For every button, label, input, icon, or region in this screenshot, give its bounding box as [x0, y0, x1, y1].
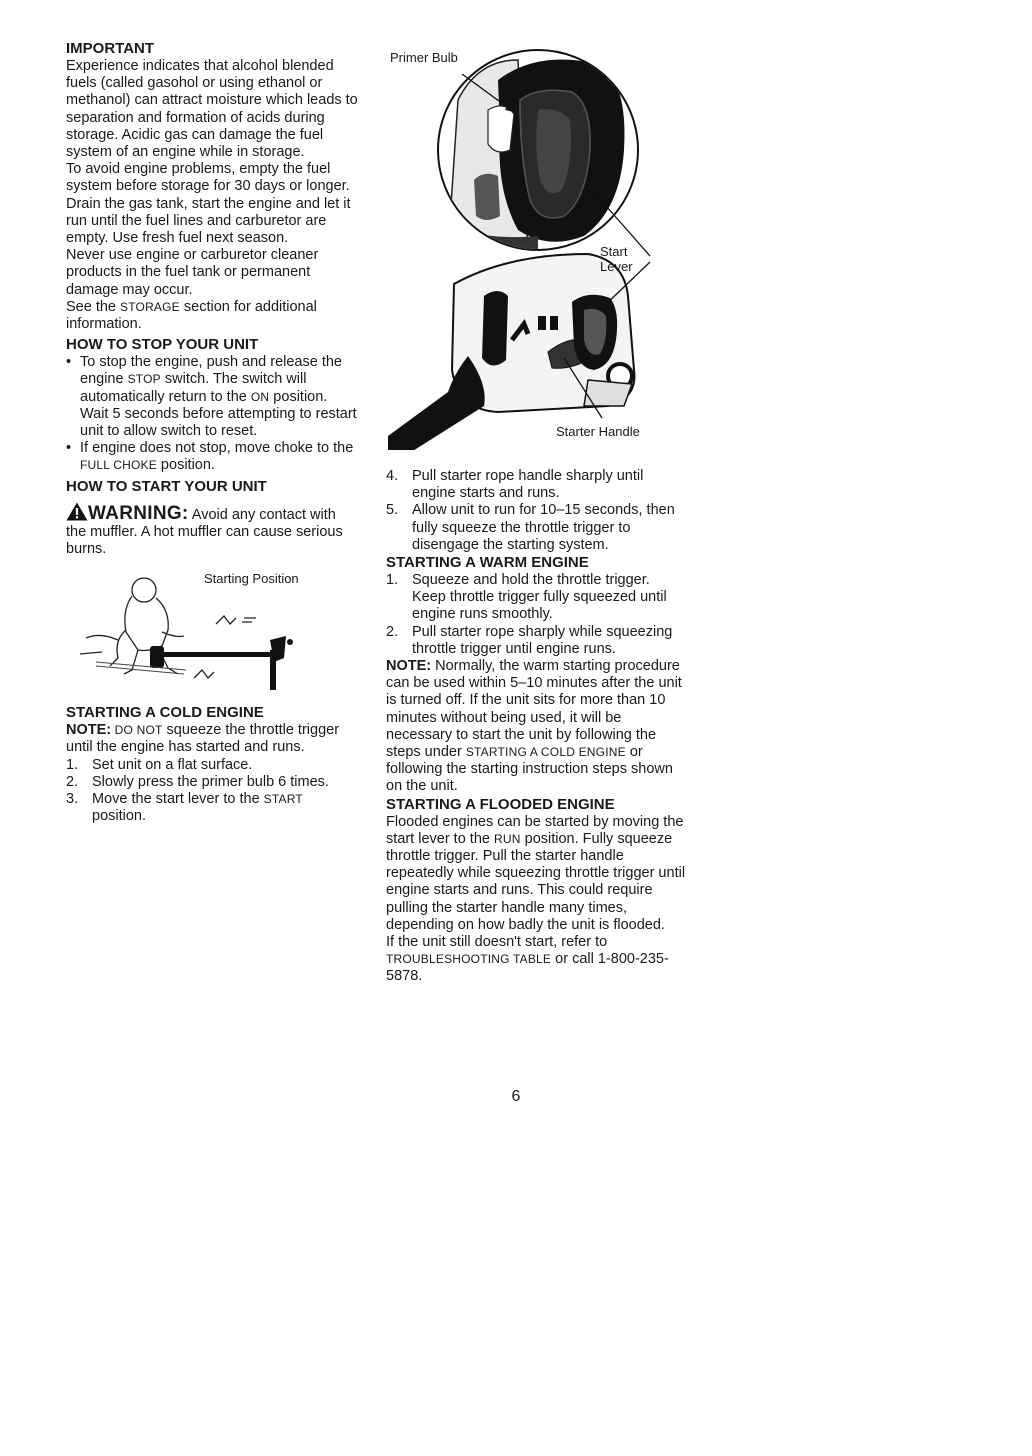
cold-engine-heading: STARTING A COLD ENGINE — [66, 704, 264, 722]
warning-icon — [66, 502, 88, 521]
stop-heading: HOW TO STOP YOUR UNIT — [66, 336, 259, 354]
list-item: 4. Pull starter rope handle sharply until engine starts and runs. — [386, 468, 644, 502]
list-item: 2. Pull starter rope sharply while squeezing throttle trigger until engine runs. — [386, 623, 673, 657]
cold-engine-note: NOTE: DO NOT squeeze the throttle trigger until the engine has started and runs. — [66, 722, 340, 756]
warning-word: WARNING: — [88, 502, 189, 524]
page-number: 6 — [511, 1088, 521, 1105]
important-paragraph-1: Experience indicates that alcohol blended fuels (called gasohol or using ethanol or methanol) can attract moisture which leads to separation and formation of acids during storage. Acidic gas can damage the fuel system of an engine while in storage. — [66, 58, 358, 161]
starting-position-caption: Starting Position — [204, 571, 299, 587]
primer-bulb-label: Primer Bulb — [390, 50, 458, 65]
warning-text: Avoid any contact with the muffler. A hot muffler can cause serious burns. — [66, 506, 343, 558]
start-lever-label-line2: Lever — [600, 259, 633, 274]
important-paragraph-2: To avoid engine problems, empty the fuel system before storage for 30 days or longer. Drain the gas tank, start the engine and let it run until the fuel lines and carburetor are empty. Use fresh fuel next season. — [66, 161, 351, 247]
start-heading: HOW TO START YOUR UNIT — [66, 477, 267, 495]
warm-engine-heading: STARTING A WARM ENGINE — [386, 554, 589, 572]
starting-position-figure — [66, 566, 358, 698]
list-item: 3. Move the start lever to the START position. — [66, 791, 303, 825]
list-item: 1. Set unit on a flat surface. — [66, 756, 253, 773]
list-item: 5. Allow unit to run for 10–15 seconds, then fully squeeze the throttle trigger to disengage the starting system. — [386, 502, 675, 553]
list-item: 1. Squeeze and hold the throttle trigger. Keep throttle trigger fully squeezed until engine runs smoothly. — [386, 572, 667, 623]
storage-reference: STORAGE — [120, 299, 180, 314]
flooded-engine-text: Flooded engines can be started by moving the start lever to the RUN position. Fully squeeze throttle trigger. Pull the starter handle repeatedly while squeezing throttle trigger until engine starts and runs. This could require pulling the starter handle many times, depending on how badly the unit is flooded. — [386, 813, 686, 933]
warm-engine-note: NOTE: Normally, the warm starting procedure can be used within 5–10 minutes after the unit is turned off. If the unit sits for more than 10 minutes without being used, it will be necessary to start the unit by following the steps under STARTING A COLD ENGINE or following the starting instruction steps shown on the unit. — [386, 658, 682, 795]
flooded-engine-troubleshooting: If the unit still doesn't start, refer to TROUBLESHOOTING TABLE or call 1-800-235-5878. — [386, 934, 669, 985]
flooded-engine-heading: STARTING A FLOODED ENGINE — [386, 795, 615, 813]
start-lever-label-line1: Start — [600, 244, 628, 259]
starter-handle-label: Starter Handle — [556, 424, 640, 439]
important-heading: IMPORTANT — [66, 40, 155, 57]
left-column — [66, 40, 358, 826]
cold-engine-steps-continued — [386, 468, 686, 554]
cold-engine-steps — [66, 757, 358, 826]
primer-bulb-figure — [388, 40, 688, 450]
list-item: • To stop the engine, push and release the engine STOP switch. The switch will automatically return to the ON position. Wait 5 seconds before attempting to restart unit to allow switch to reset. — [66, 354, 358, 440]
stop-list — [66, 354, 358, 474]
right-column — [386, 468, 686, 986]
trimmer-engine-illustration — [388, 40, 688, 450]
warning-message — [66, 502, 358, 559]
important-paragraph-3: Never use engine or carburetor cleaner products in the fuel tank or permanent damage may occur. — [66, 247, 319, 298]
list-item: 2. Slowly press the primer bulb 6 times. — [66, 773, 329, 790]
important-see-storage: See the STORAGE section for additional information. — [66, 298, 317, 333]
list-item: • If engine does not stop, move choke to the FULL CHOKE position. — [66, 440, 358, 474]
warm-engine-steps — [386, 572, 686, 658]
